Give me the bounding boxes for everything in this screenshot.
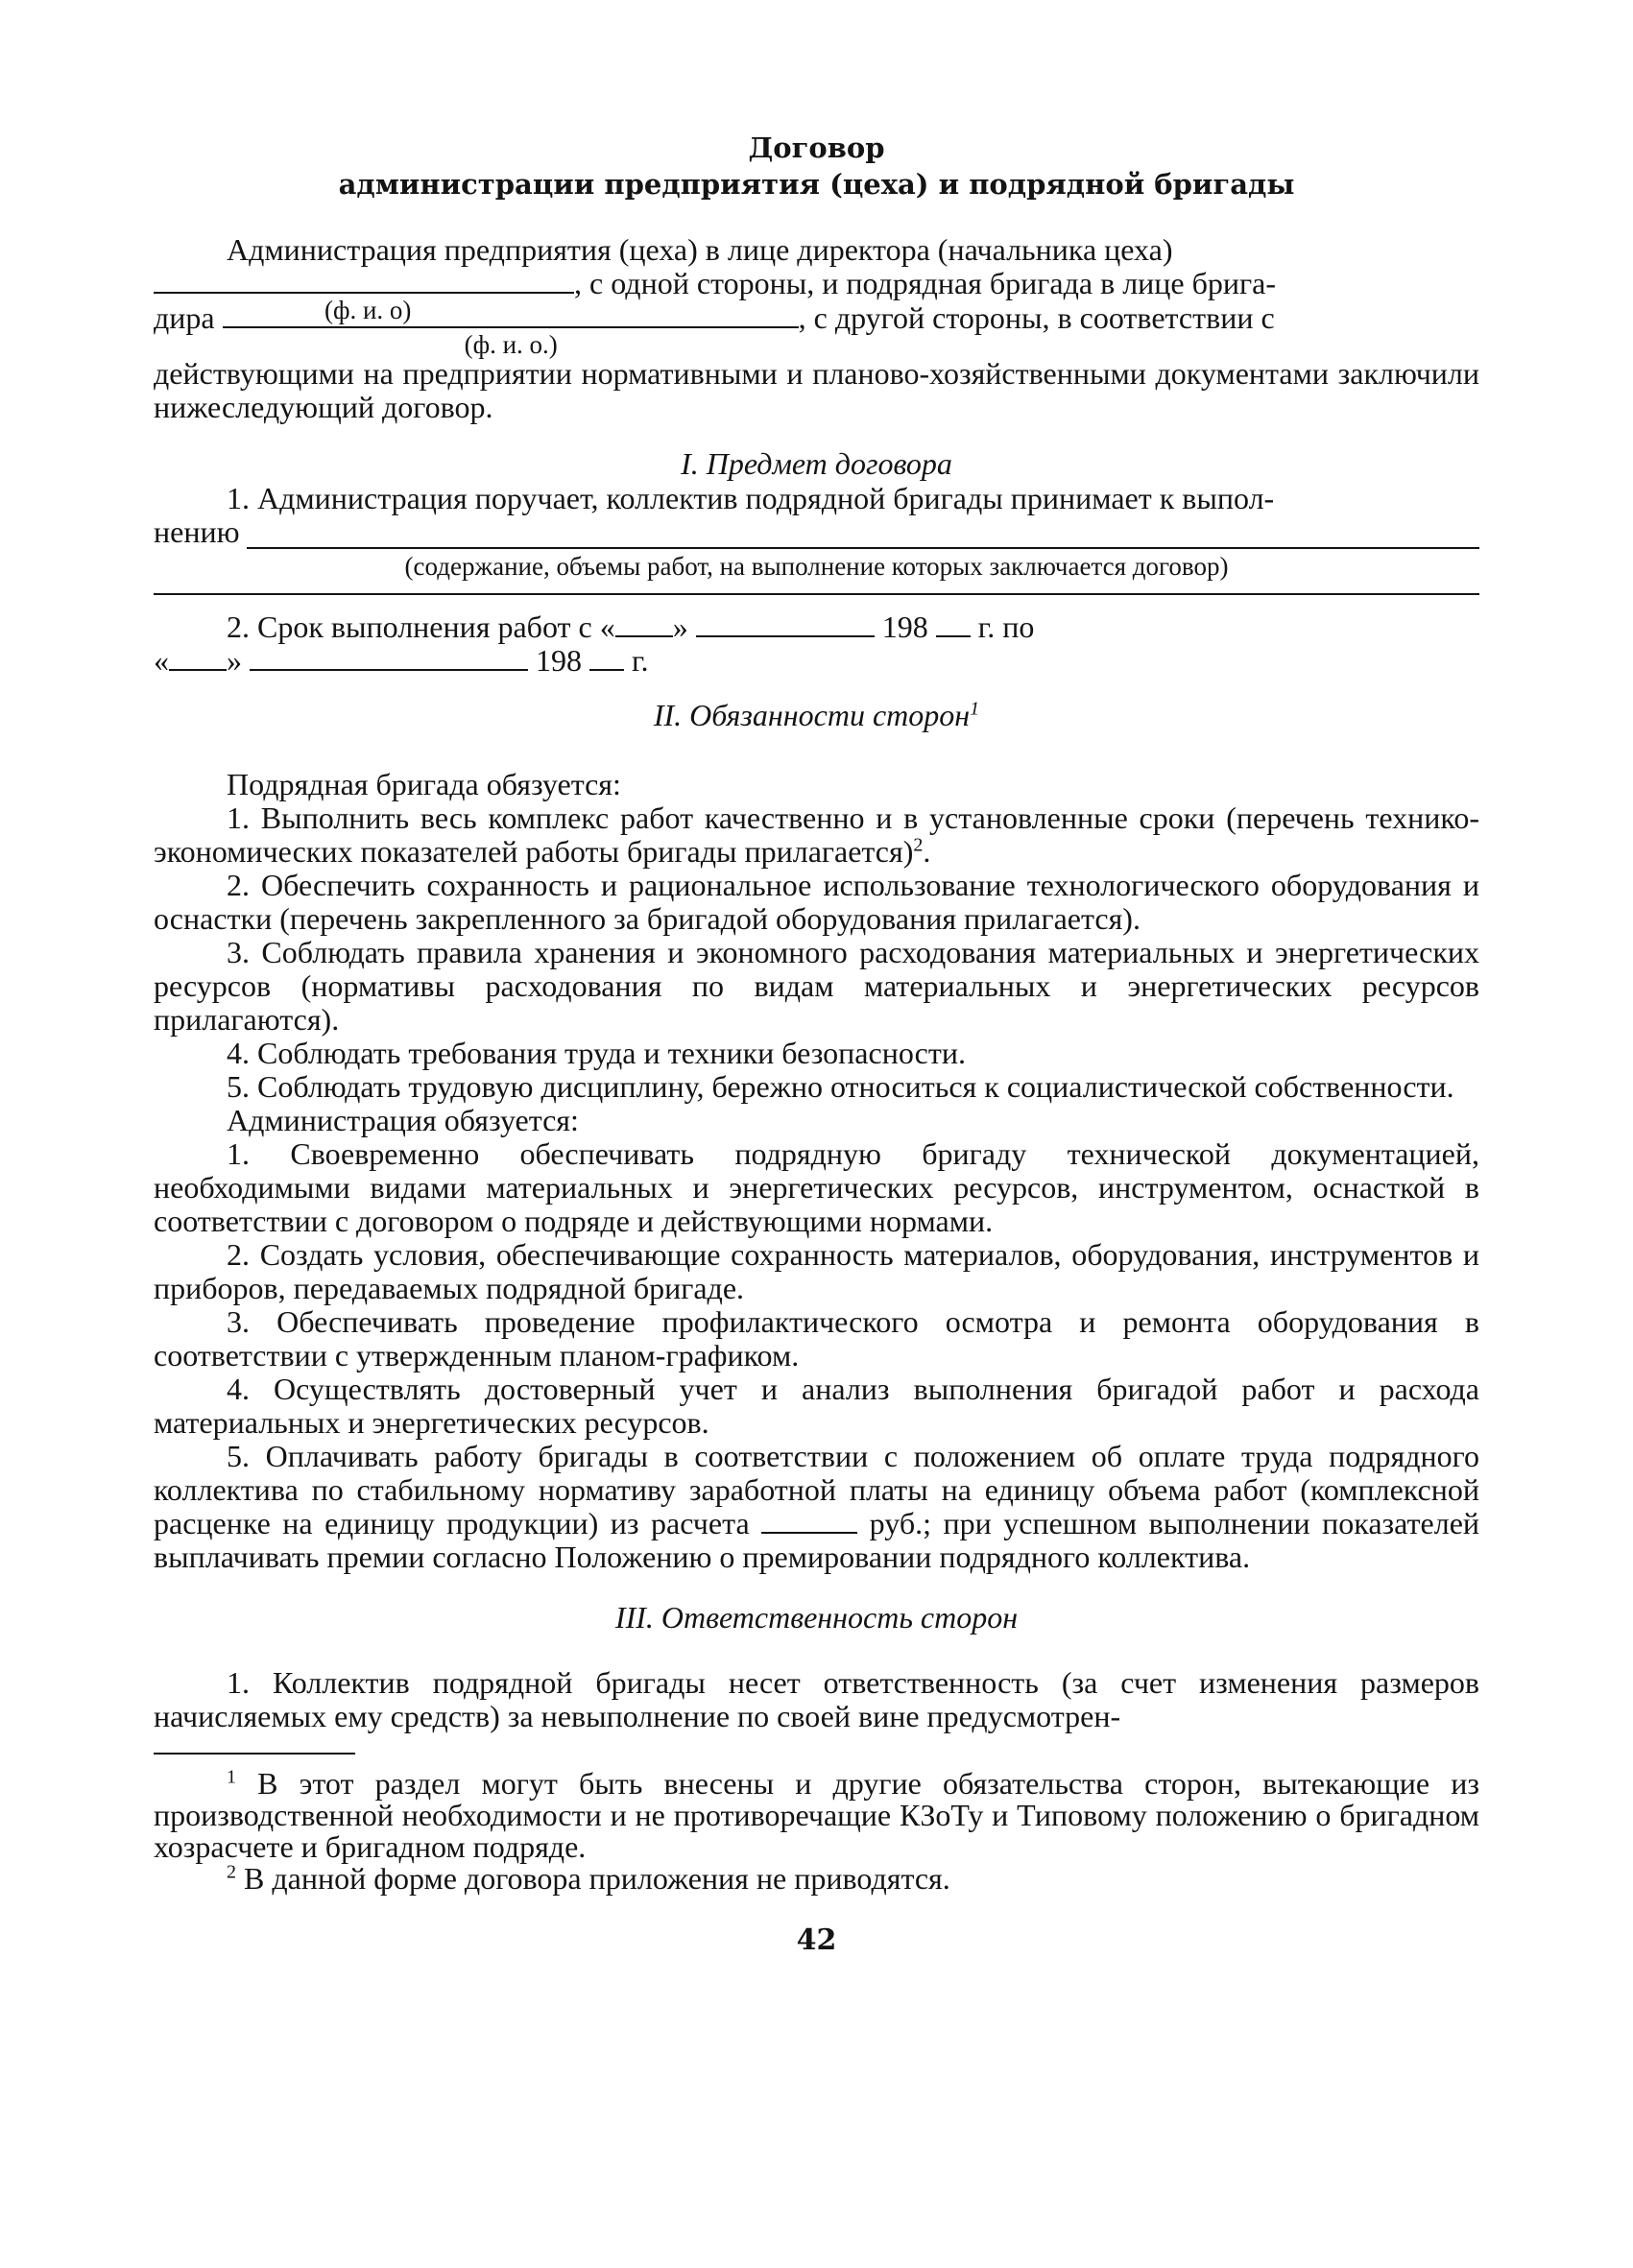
brigade-item-2: 2. Обеспечить сохранность и рациональное использование технологического оборудования и оснастки (перечень закрепленного за бригадой оборудования прилагается). [154,868,1479,936]
end-day-blank [169,646,227,671]
end-month-blank [250,646,528,671]
admin-item-2: 2. Создать условия, обеспечивающие сохранность материалов, оборудования, инструментов и приборов, передаваемых подрядной бригаде. [154,1237,1479,1305]
brigade-item-1: 1. Выполнить весь комплекс работ качественно и в установленные сроки (перечень технико-экономических показателей работы бригады прилагается)$^2$. [154,800,1479,869]
brigade-item-5: 5. Соблюдать трудовую дисциплину, бережно относиться к социалистической собственности. [227,1069,1454,1104]
admin-item-1: 1. Своевременно обеспечивать подрядную бригаду технической документацией, необходимыми видами материальных и энергетических ресурсов, инструментом, оснасткой в соответствии с договором о подряде и действующими нормами. [154,1136,1479,1238]
brigade-item-4: 4. Соблюдать требования труда и техники безопасности. [227,1036,966,1070]
start-year: 198 [881,609,928,644]
section-1-item-1-lead [154,515,1479,549]
preamble-lead-2: дира [154,300,215,335]
close-quote: » [227,643,242,678]
admin-item-5 [154,1440,1479,1574]
section-1-item-2 [154,610,1479,644]
brigade-item-3: 3. Соблюдать правила хранения и экономного расходования материальных и энергетических ресурсов (нормативы расходования по видам материальных и энергетических ресурсов прилагаются). [154,935,1479,1037]
work-content-blank [247,522,1479,549]
open-quote: « [154,643,169,678]
start-year-suffix: г. [977,609,996,644]
section-1-heading: I. Предмет договора [681,446,952,481]
admin-item-5-text-b: руб.; при успешном выполнении показателей выплачивать премии согласно Положению о премировании подрядного коллектива. [154,1506,1480,1574]
foreman-name-caption: (ф. и. о.) [464,330,558,359]
preamble-rest: действующими на предприятии нормативными и планово-хозяйственными документами заключили нижеследующий договор. [154,356,1479,424]
section-1-item-2-end [154,644,1479,678]
admin-item-3: 3. Обеспечивать проведение профилактического осмотра и ремонта оборудования в соответствии с утвержденным планом-графиком. [154,1304,1479,1373]
brigade-item-1-text: 1. Выполнить весь комплекс работ качественно и в установленные сроки (перечень технико-экономических показателей работы бригады прилагается) [154,800,1479,869]
admin-intro: Администрация обязуется: [227,1103,579,1137]
admin-item-5-text-a: 5. Оплачивать работу бригады в соответствии с положением об оплате труда подрядного коллектива по стабильному нормативу заработной платы на единицу объема работ (комплексной расценке на единицу продукции) из расчета [154,1439,1479,1540]
end-year-suffix: г. [632,643,649,678]
to-label: по [1002,609,1035,644]
preamble [154,233,1479,424]
title-line-1: Договор [748,131,885,164]
footnote-2-mark: 2 [227,1861,236,1883]
footnotes [154,1768,1479,1895]
start-year-blank [936,612,971,637]
start-month-blank [696,612,875,637]
work-content-caption: (содержание, объемы работ, на выполнение которых заключается договор) [404,552,1229,581]
term-label: 2. Срок выполнения работ с [227,609,592,644]
footnote-2 [154,1863,1479,1895]
footnote-2-text: В данной форме договора приложения не приводятся. [244,1861,950,1896]
section-1-item-1-lead-text: нению [154,514,240,549]
brigade-intro: Подрядная бригада обязуется: [227,767,621,801]
footnote-ref-1: 1 [970,698,980,720]
section-3-heading: III. Ответственность сторон [614,1600,1019,1635]
footnote-1-text: В этот раздел могут быть внесены и другие обязательства сторон, вытекающие из производственной необходимости и не противоречащие КЗоТу и Типовому положению о бригадном хозрасчете и бригадном подряде. [154,1766,1480,1864]
section-3-item-1: 1. Коллектив подрядной бригады несет ответственность (за счет изменения размеров начисляемых ему средств) за невыполнение по своей вине предусмотрен- [154,1665,1479,1733]
page-number: 42 [796,1923,837,1957]
rate-blank [761,1509,857,1534]
preamble-mid-1: , с одной стороны, и подрядная бригада в лице брига- [574,266,1276,300]
open-quote: « [599,609,615,644]
preamble-line-1: Администрация предприятия (цеха) в лице директора (начальника цеха) [227,232,1173,267]
start-day-blank [615,612,673,637]
section-1-item-1-line: 1. Администрация поручает, коллектив подрядной бригады принимает к выпол- [227,481,1275,515]
director-name-caption: (ф. и. о) [324,296,412,324]
section-2-heading [154,697,1479,733]
footnote-divider [154,1753,355,1755]
footnote-ref-2: 2 [913,834,924,856]
preamble-mid-2: , с другой стороны, в соответствии с [798,300,1275,335]
document-title [154,130,1479,203]
footnote-1 [154,1768,1479,1863]
title-line-2: администрации предприятия (цеха) и подрядной бригады [338,168,1295,201]
end-year: 198 [536,643,582,678]
section-2-heading-text: II. Обязанности сторон [653,698,971,732]
preamble-line-3 [154,300,1479,359]
footnote-1-mark: 1 [227,1766,236,1788]
foreman-name-blank [223,303,799,359]
work-content-blank-2 [154,593,1479,595]
end-year-blank [589,646,624,671]
admin-item-4: 4. Осуществлять достоверный учет и анализ выполнения бригадой работ и расхода материальных и энергетических ресурсов. [154,1372,1479,1440]
close-quote: » [672,609,688,644]
